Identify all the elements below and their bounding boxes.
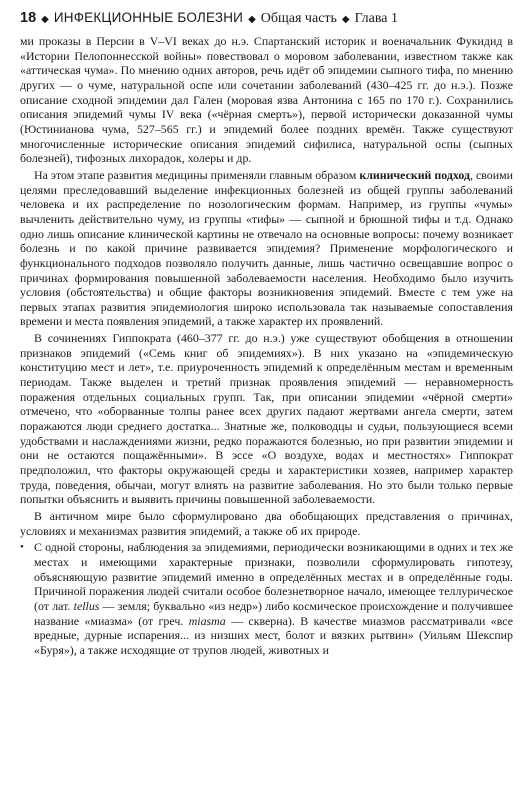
bold-term: клинический подход — [359, 167, 470, 182]
book-title: ИНФЕКЦИОННЫЕ БОЛЕЗНИ — [53, 10, 244, 25]
paragraph: ми проказы в Персии в V–VI веках до н.э. Спартанский историк и военачальник Фукидид в «Истории Пелопоннесской войны» повествовал о моровом заболевании, известном также как «аттическая чума». По мнению одних авторов, речь идёт об эпидемии сыпного тифа, по мнению других — о чуме, натуральной оспе или сочетании заболеваний (430–425 гг. до н.э.). Позже описание сходной эпидемии дал Гален (моровая язва Антонина с 165 по 170 г.). Сохранились описания эпидемий чумы IV века («чёрная смерть»), первой исторически доказанной чумы (Юстинианова чума, 527–565 гг.) и эпидемий более поздних времён. Также существуют многочисленные исторические описания эпидемий сифилиса, натуральной оспы (сыпных болезней), тифозных лихорадок, холеры и др. — [20, 34, 513, 166]
page-body — [20, 34, 513, 658]
greek-term: miasma — [188, 613, 226, 628]
paragraph: В античном мире было сформулировано два обобщающих представления о причинах, условиях и механизмах развития эпидемий, а также об их природе. — [20, 509, 513, 538]
paragraph-text: — земля; буквально «из недр») либо космическое происхождение и получившее название «миазма» (от греч. — [34, 598, 513, 628]
diamond-icon: ◆ — [41, 14, 49, 25]
diamond-icon: ◆ — [341, 14, 350, 25]
paragraph-text: На этом этапе развития медицины применяли главным образом — [34, 167, 360, 182]
list-item-text — [34, 540, 513, 657]
chapter-label: Глава 1 — [354, 11, 398, 26]
paragraph-text: — скверна). В качестве миазмов рассматривали «все вредные, дурные испарения... из низших мест, болот и вязких рытвин» (Уильям Шекспир «Буря»), а также исходящие от трупов людей, животных и — [34, 613, 513, 657]
page-number: 18 — [20, 10, 37, 26]
paragraph: В сочинениях Гиппократа (460–377 гг. до н.э.) уже существуют обобщения в отношении признаков эпидемий («Семь книг об эпидемиях»). В них указано на «эпидемическую конституцию мест и лет», т.е. приуроченность эпидемий к определённым местам и временным периодам. Также выделен и третий признак проявления эпидемий — неравномерность поражения отдельных социальных групп. Так, при описании эпидемии «чёрной смерти» отмечено, что «оборванные толпы ранее всех других падают жертвами ангела смерти, затем поражаются люди среднего достатка... Знатные же, полководцы и судьи, пользующиеся всеми удобствами и наслаждениями жизни, редко поражаются болезнью, но при развитии эпидемии и они не остаются пощажёнными». В эссе «О воздухе, водах и местностях» Гиппократ предположил, что факторы окружающей среды и характеристики хозяев, например характер труда, поведения, обычаи, могут влиять на развитие заболевания. Но это были только первые попытки объяснить и выявить причины повышенной заболеваемости. — [20, 331, 513, 507]
diamond-icon: ◆ — [248, 14, 256, 25]
list-item — [20, 540, 513, 657]
part-title: Общая часть — [260, 11, 337, 26]
paragraph-text: С одной стороны, наблюдения за эпидемиями, периодически возникающими в одних и тех же местах и имеющими характерные признаки, позволили сформулировать гипотезу, объясняющую развитие эпидемий именно в определённых местах и в определённые годы. Причиной поражения людей считали особое болезнетворное начало, имеющее теллурическое (от лат. — [34, 540, 513, 613]
paragraph-text: , своими целями преследовавший выделение инфекционных болезней из общей группы заболеваний человека и их распределение по нозологическим формам. Например, из группы «чумы» вычленить действительно чуму, из группы «тифы» — сыпной и брюшной тифы и т.д. Однако одно лишь описание клинической картины не отвечало на основные вопросы: почему возникает болезнь и по какой причине развивается эпидемия? Применение морфологического и функционального подходов позволяло получить данные, лишь частично освещавшие вопрос о причинах формирования повышенной заболеваемости населения. Необходимо было изучить условия (обстоятельства) и общие факторы возникновения эпидемий. Вместе с тем уже на первых этапах развития эпидемиология широко использовала так называемые сопоставления времени и места появления эпидемий, а также характер их проявлений. — [20, 167, 513, 329]
bullet-icon: • — [20, 541, 24, 554]
running-header — [20, 10, 513, 34]
latin-term: tellus — [73, 598, 100, 613]
paragraph — [20, 168, 513, 329]
